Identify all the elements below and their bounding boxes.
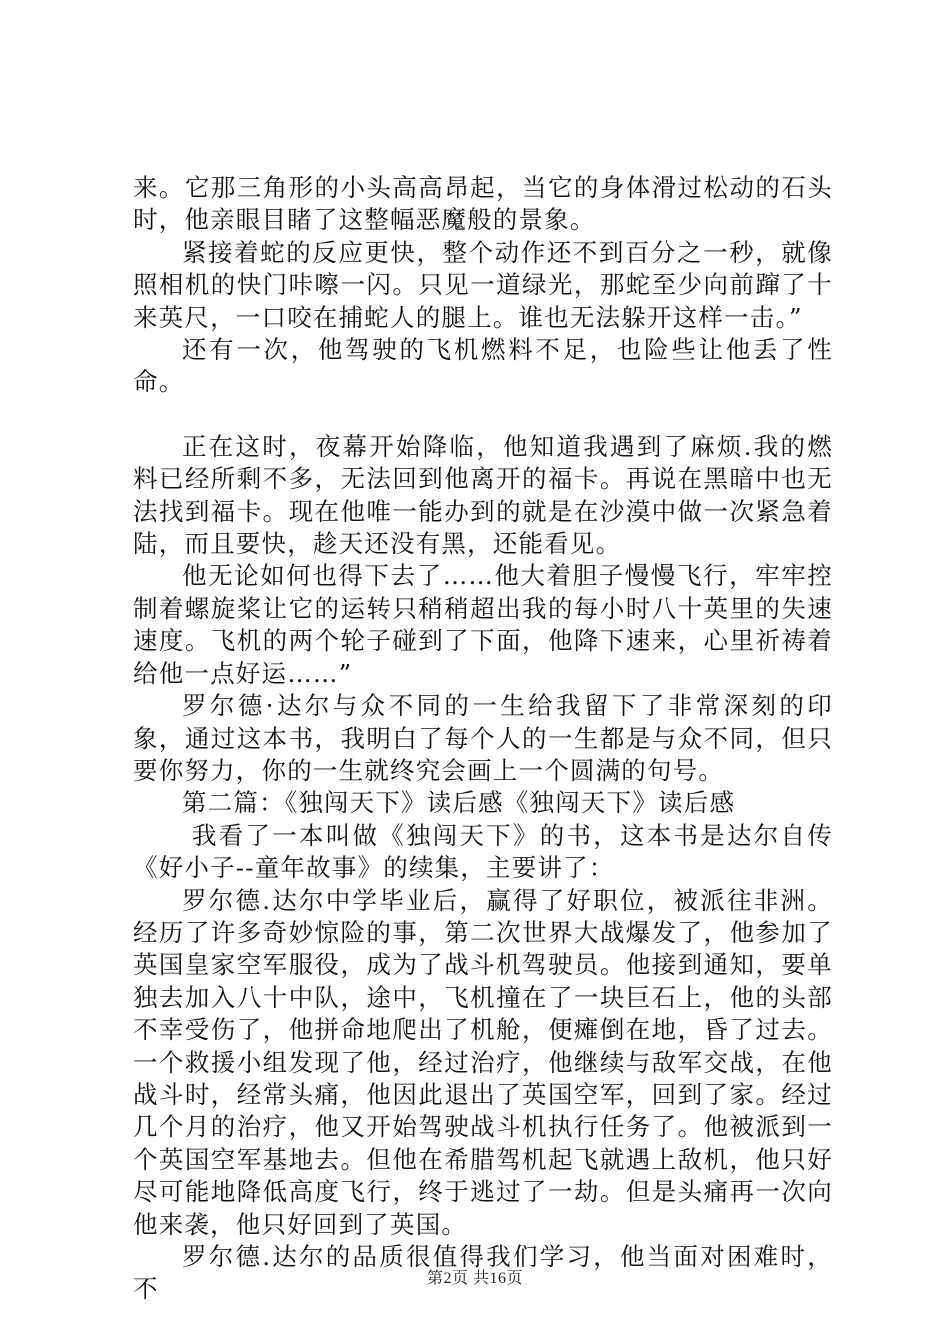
section-heading: 第二篇：《独闯天下》读后感《独闯天下》读后感: [182, 788, 736, 818]
paragraph-fuel-shortage: 还有一次，他驾驶的飞机燃料不足，也险些让他丢了性命。: [133, 335, 833, 397]
page-number-footer: 第2页 共16页: [426, 1270, 523, 1287]
paragraph-book-intro: 我看了一本叫做《独闯天下》的书，这本书是达尔自传《好小子--童年故事》的续集，主要讲了：: [133, 820, 833, 883]
paragraph-summary: 罗尔德.达尔中学毕业后，赢得了好职位，被派往非洲。经历了许多奇妙惊险的事，第二次世界大战爆发了，他参加了英国皇家空军服役，成为了战斗机驾驶员。他接到通知，要单独去加入八十中队，途中，飞机撞在了一块巨石上，他的头部不幸受伤了，他拼命地爬出了机舱，便瘫倒在地，昏了过去。一个救援小组发现了他，经过治疗，他继续与敌军交战，在他战斗时，经常头痛，他因此退出了英国空军，回到了家。经过几个月的治疗，他又开始驾驶战斗机执行任务了。他被派到一个英国空军基地去。但他在希腊驾机起飞就遇上敌机，他只好尽可能地降低高度飞行，终于逃过了一劫。但是头痛再一次向他来袭，他只好回到了英国。: [133, 885, 833, 1239]
paragraph-impression: 罗尔德·达尔与众不同的一生给我留下了非常深刻的印象，通过这本书，我明白了每个人的一生都是与众不同，但只要你努力，你的一生就终究会画上一个圆满的句号。: [133, 691, 833, 785]
document-body: [133, 172, 833, 1306]
paragraph-nightfall: 正在这时，夜幕开始降临，他知道我遇到了麻烦.我的燃料已经所剩不多，无法回到他离开的福卡。再说在黑暗中也无法找到福卡。现在他唯一能办到的就是在沙漠中做一次紧急着陆，而且要快，趁天还没有黑，还能看见。: [133, 431, 833, 559]
paragraph-snake-strike: 紧接着蛇的反应更快，整个动作还不到百分之一秒，就像照相机的快门咔嚓一闪。只见一道绿光，那蛇至少向前蹿了十来英尺，一口咬在捕蛇人的腿上。谁也无法躲开这样一击。”: [133, 237, 833, 332]
paragraph-qualities: 罗尔德.达尔的品质很值得我们学习，他当面对困难时，不: [133, 1242, 833, 1304]
paragraph-continuation: 来。它那三角形的小头高高昂起，当它的身体滑过松动的石头时，他亲眼目睹了这整幅恶魔般的景象。: [133, 173, 833, 235]
paragraph-landing: 他无论如何也得下去了……他大着胆子慢慢飞行，牢牢控制着螺旋桨让它的运转只稍稍超出我的每小时八十英里的失速速度。飞机的两个轮子碰到了下面，他降下速来，心里祈祷着给他一点好运……”: [133, 561, 833, 688]
